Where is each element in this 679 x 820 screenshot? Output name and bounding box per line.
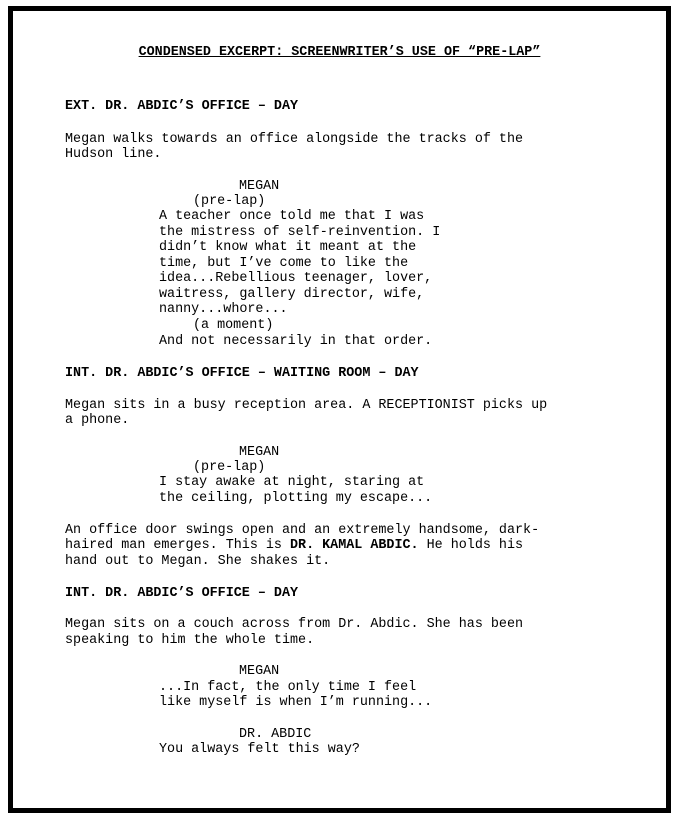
page-title: CONDENSED EXCERPT: SCREENWRITER’S USE OF “PRE-LAP” <box>138 45 541 60</box>
dialogue-line: ...In fact, the only time I feel <box>159 680 417 695</box>
action-line <box>65 538 523 554</box>
dialogue-line: I stay awake at night, staring at <box>159 475 425 490</box>
character-name: DR. ABDIC <box>239 727 312 742</box>
dialogue-line: waitress, gallery director, wife, <box>159 287 425 302</box>
dialogue-line: time, but I’ve come to like the <box>159 256 409 271</box>
action-line: Hudson line. <box>65 147 162 162</box>
action-text: He holds his <box>418 538 524 553</box>
action-text: haired man emerges. This is <box>65 538 290 553</box>
action-line: a phone. <box>65 413 130 428</box>
action-line: speaking to him the whole time. <box>65 633 315 648</box>
action-line: Megan sits in a busy reception area. A RECEPTIONIST picks up <box>65 398 548 413</box>
character-intro: DR. KAMAL ABDIC. <box>290 538 419 553</box>
parenthetical: (a moment) <box>193 318 274 333</box>
dialogue-line: the mistress of self-reinvention. I <box>159 225 441 240</box>
dialogue-line: didn’t know what it meant at the <box>159 240 417 255</box>
action-line: Megan sits on a couch across from Dr. Abdic. She has been <box>65 617 524 632</box>
dialogue-line: idea...Rebellious teenager, lover, <box>159 271 433 286</box>
character-name: MEGAN <box>239 664 280 679</box>
action-line: An office door swings open and an extremely handsome, dark- <box>65 523 540 538</box>
action-line: Megan walks towards an office alongside the tracks of the <box>65 132 524 147</box>
dialogue-line: like myself is when I’m running... <box>159 695 433 710</box>
action-line: hand out to Megan. She shakes it. <box>65 554 331 569</box>
scene-heading-1: EXT. DR. ABDIC’S OFFICE – DAY <box>65 99 299 114</box>
dialogue-line: the ceiling, plotting my escape... <box>159 491 433 506</box>
dialogue-line: And not necessarily in that order. <box>159 334 433 349</box>
scene-heading-2: INT. DR. ABDIC’S OFFICE – WAITING ROOM – DAY <box>65 366 419 381</box>
parenthetical: (pre-lap) <box>193 460 266 475</box>
dialogue-line: You always felt this way? <box>159 742 360 757</box>
dialogue-line: nanny...whore... <box>159 302 288 317</box>
parenthetical: (pre-lap) <box>193 194 266 209</box>
dialogue-line: A teacher once told me that I was <box>159 209 425 224</box>
character-name: MEGAN <box>239 179 280 194</box>
scene-heading-3: INT. DR. ABDIC’S OFFICE – DAY <box>65 586 299 601</box>
character-name: MEGAN <box>239 445 280 460</box>
